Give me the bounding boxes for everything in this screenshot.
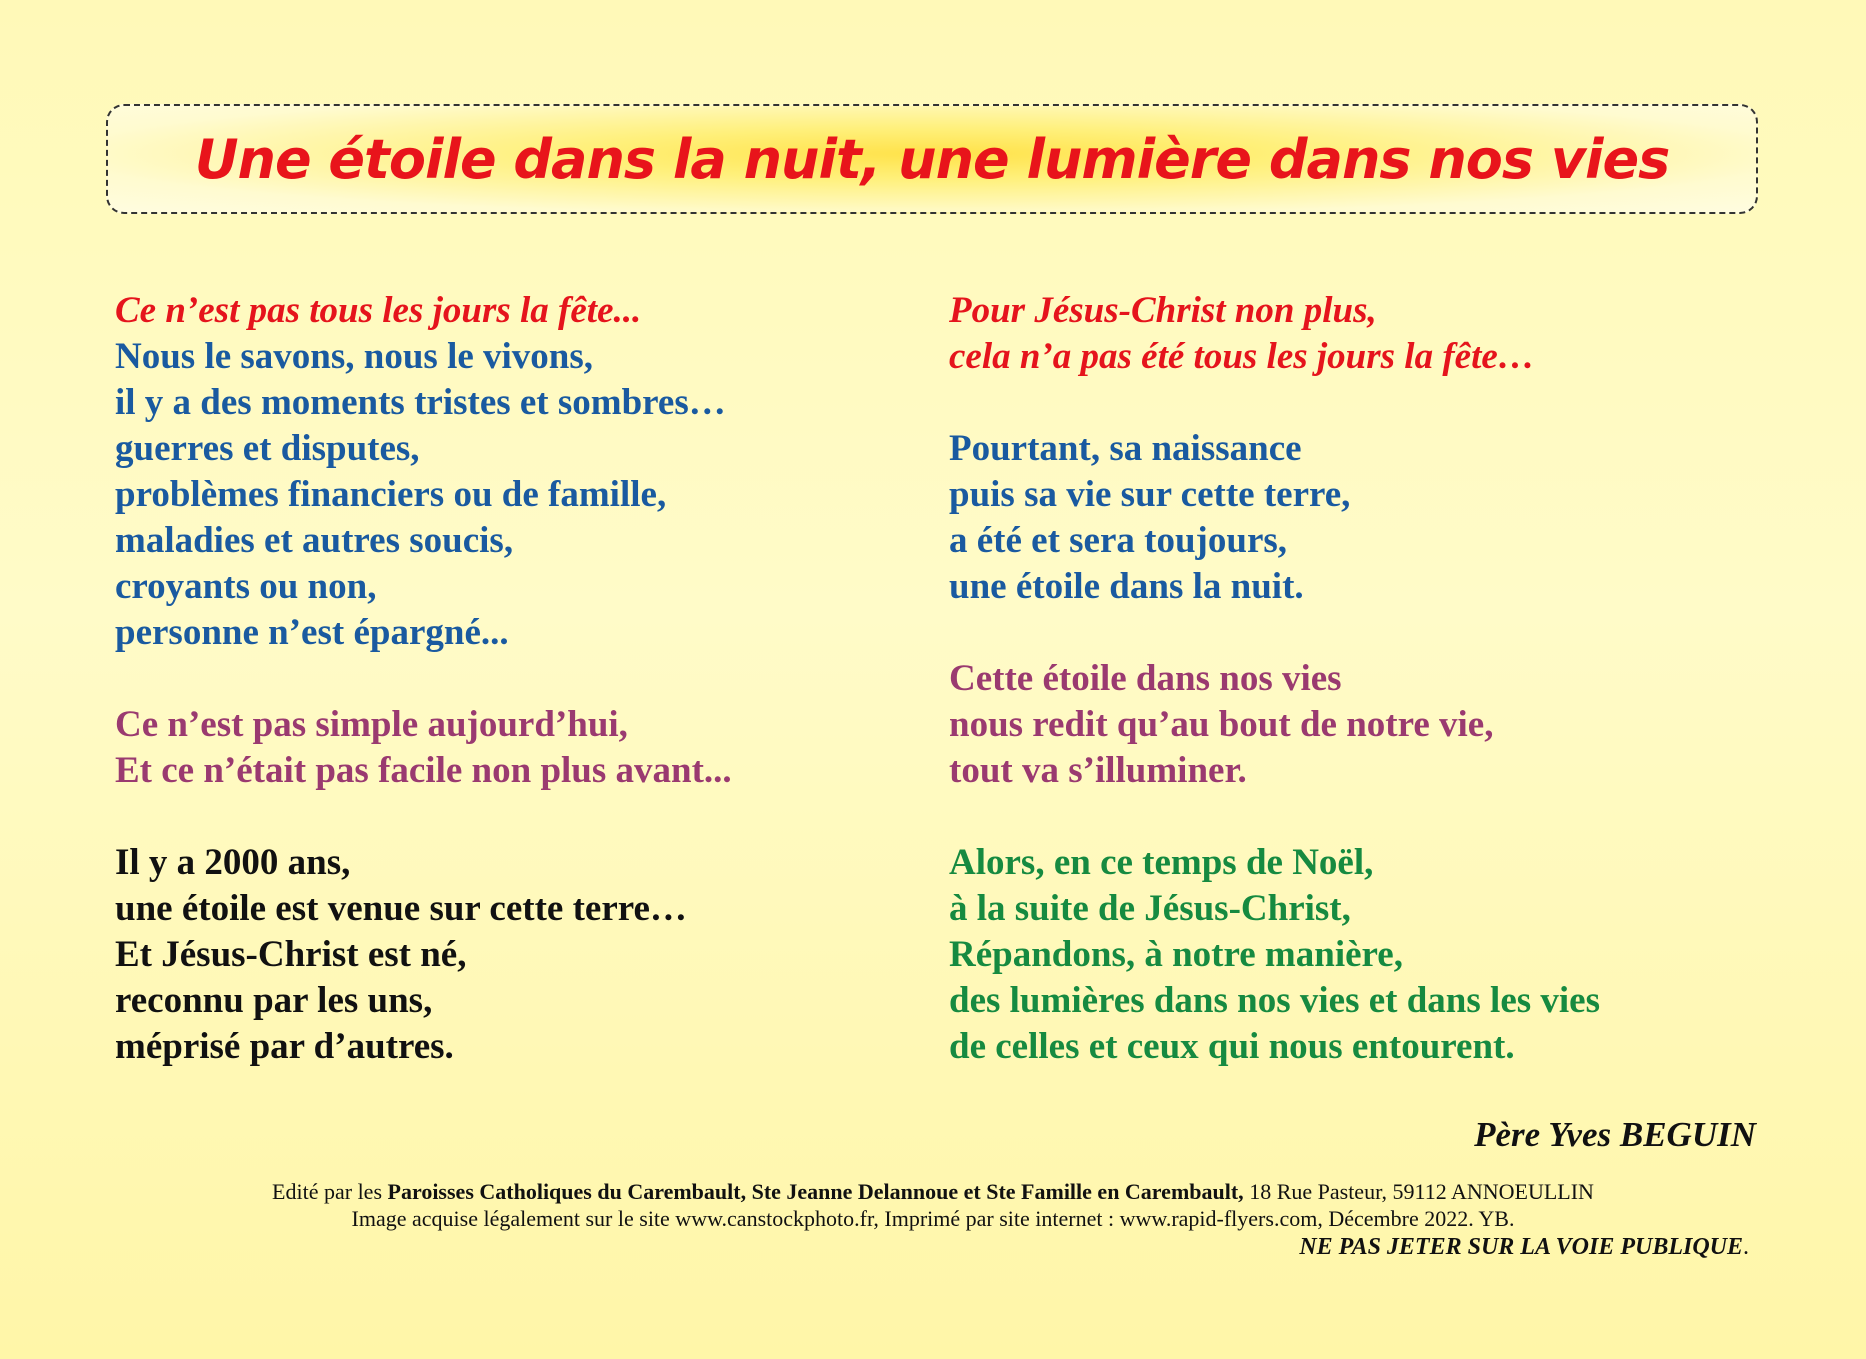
stanza-left-1 <box>115 334 935 656</box>
publisher-address: 18 Rue Pasteur, 59112 ANNOEULLIN <box>1243 1179 1594 1204</box>
poem-line: à la suite de Jésus-Christ, <box>949 888 1351 929</box>
poem-line: a été et sera toujours, <box>949 520 1288 561</box>
poem-line: tout va s’illuminer. <box>949 750 1247 791</box>
poem-line: Il y a 2000 ans, <box>115 842 351 883</box>
poem-line: puis sa vie sur cette terre, <box>949 474 1351 515</box>
stanza-left-2 <box>115 702 935 794</box>
footer <box>0 1178 1866 1262</box>
poem-line: problèmes financiers ou de famille, <box>115 474 667 515</box>
poem-line: méprisé par d’autres. <box>115 1026 454 1067</box>
poem-line: Ce n’est pas tous les jours la fête... <box>115 290 642 331</box>
litter-notice <box>0 1232 1866 1262</box>
poem-line: personne n’est épargné... <box>115 612 509 653</box>
poem-line: maladies et autres soucis, <box>115 520 514 561</box>
stanza-right-3 <box>949 656 1829 794</box>
poem-line: reconnu par les uns, <box>115 980 433 1021</box>
poem-line: Cette étoile dans nos vies <box>949 658 1342 699</box>
poem-line: une étoile est venue sur cette terre… <box>115 888 687 929</box>
poem-left-column-blue <box>115 334 935 1116</box>
author-signature: Père Yves BEGUIN <box>1474 1115 1756 1154</box>
poem-line: croyants ou non, <box>115 566 377 607</box>
stanza-right-4 <box>949 840 1829 1070</box>
stanza-left-1-intro <box>115 288 935 334</box>
page-title: Une étoile dans la nuit, une lumière dans nos vies <box>194 127 1670 191</box>
image-credit: Image acquise légalement sur le site www.canstockphoto.fr, Imprimé par site internet : www.rapid-flyers.com, Décembre 2022. YB. <box>351 1206 1515 1231</box>
publisher-org: Paroisses Catholiques du Carembault, Ste Jeanne Delannoue et Ste Famille en Carembault, <box>387 1179 1244 1204</box>
litter-notice-period: . <box>1743 1234 1749 1260</box>
poem-line: Nous le savons, nous le vivons, <box>115 336 594 377</box>
poem-line: de celles et ceux qui nous entourent. <box>949 1026 1515 1067</box>
poem-line: Pour Jésus-Christ non plus, <box>949 290 1377 331</box>
poem-line: Répandons, à notre manière, <box>949 934 1403 975</box>
stanza-right-2 <box>949 426 1829 610</box>
stanza-left-3 <box>115 840 935 1070</box>
publisher-prefix: Edité par les <box>272 1179 388 1204</box>
poem-line: il y a des moments tristes et sombres… <box>115 382 726 423</box>
title-banner <box>106 104 1758 214</box>
poem-line: Pourtant, sa naissance <box>949 428 1302 469</box>
poem-line: Et Jésus-Christ est né, <box>115 934 467 975</box>
poem-line: des lumières dans nos vies et dans les vies <box>949 980 1600 1021</box>
poem-line: guerres et disputes, <box>115 428 420 469</box>
poem-line: Et ce n’était pas facile non plus avant... <box>115 750 732 791</box>
stanza-right-1 <box>949 288 1829 380</box>
poem-line: Ce n’est pas simple aujourd’hui, <box>115 704 628 745</box>
poem-line: Alors, en ce temps de Noël, <box>949 842 1374 883</box>
poem-line: cela n’a pas été tous les jours la fête… <box>949 336 1535 377</box>
poem-right-column <box>949 288 1829 1116</box>
litter-notice-text: NE PAS JETER SUR LA VOIE PUBLIQUE <box>1299 1234 1743 1260</box>
poem-line: une étoile dans la nuit. <box>949 566 1304 607</box>
poem-line: nous redit qu’au bout de notre vie, <box>949 704 1494 745</box>
publisher-credit <box>0 1178 1866 1205</box>
